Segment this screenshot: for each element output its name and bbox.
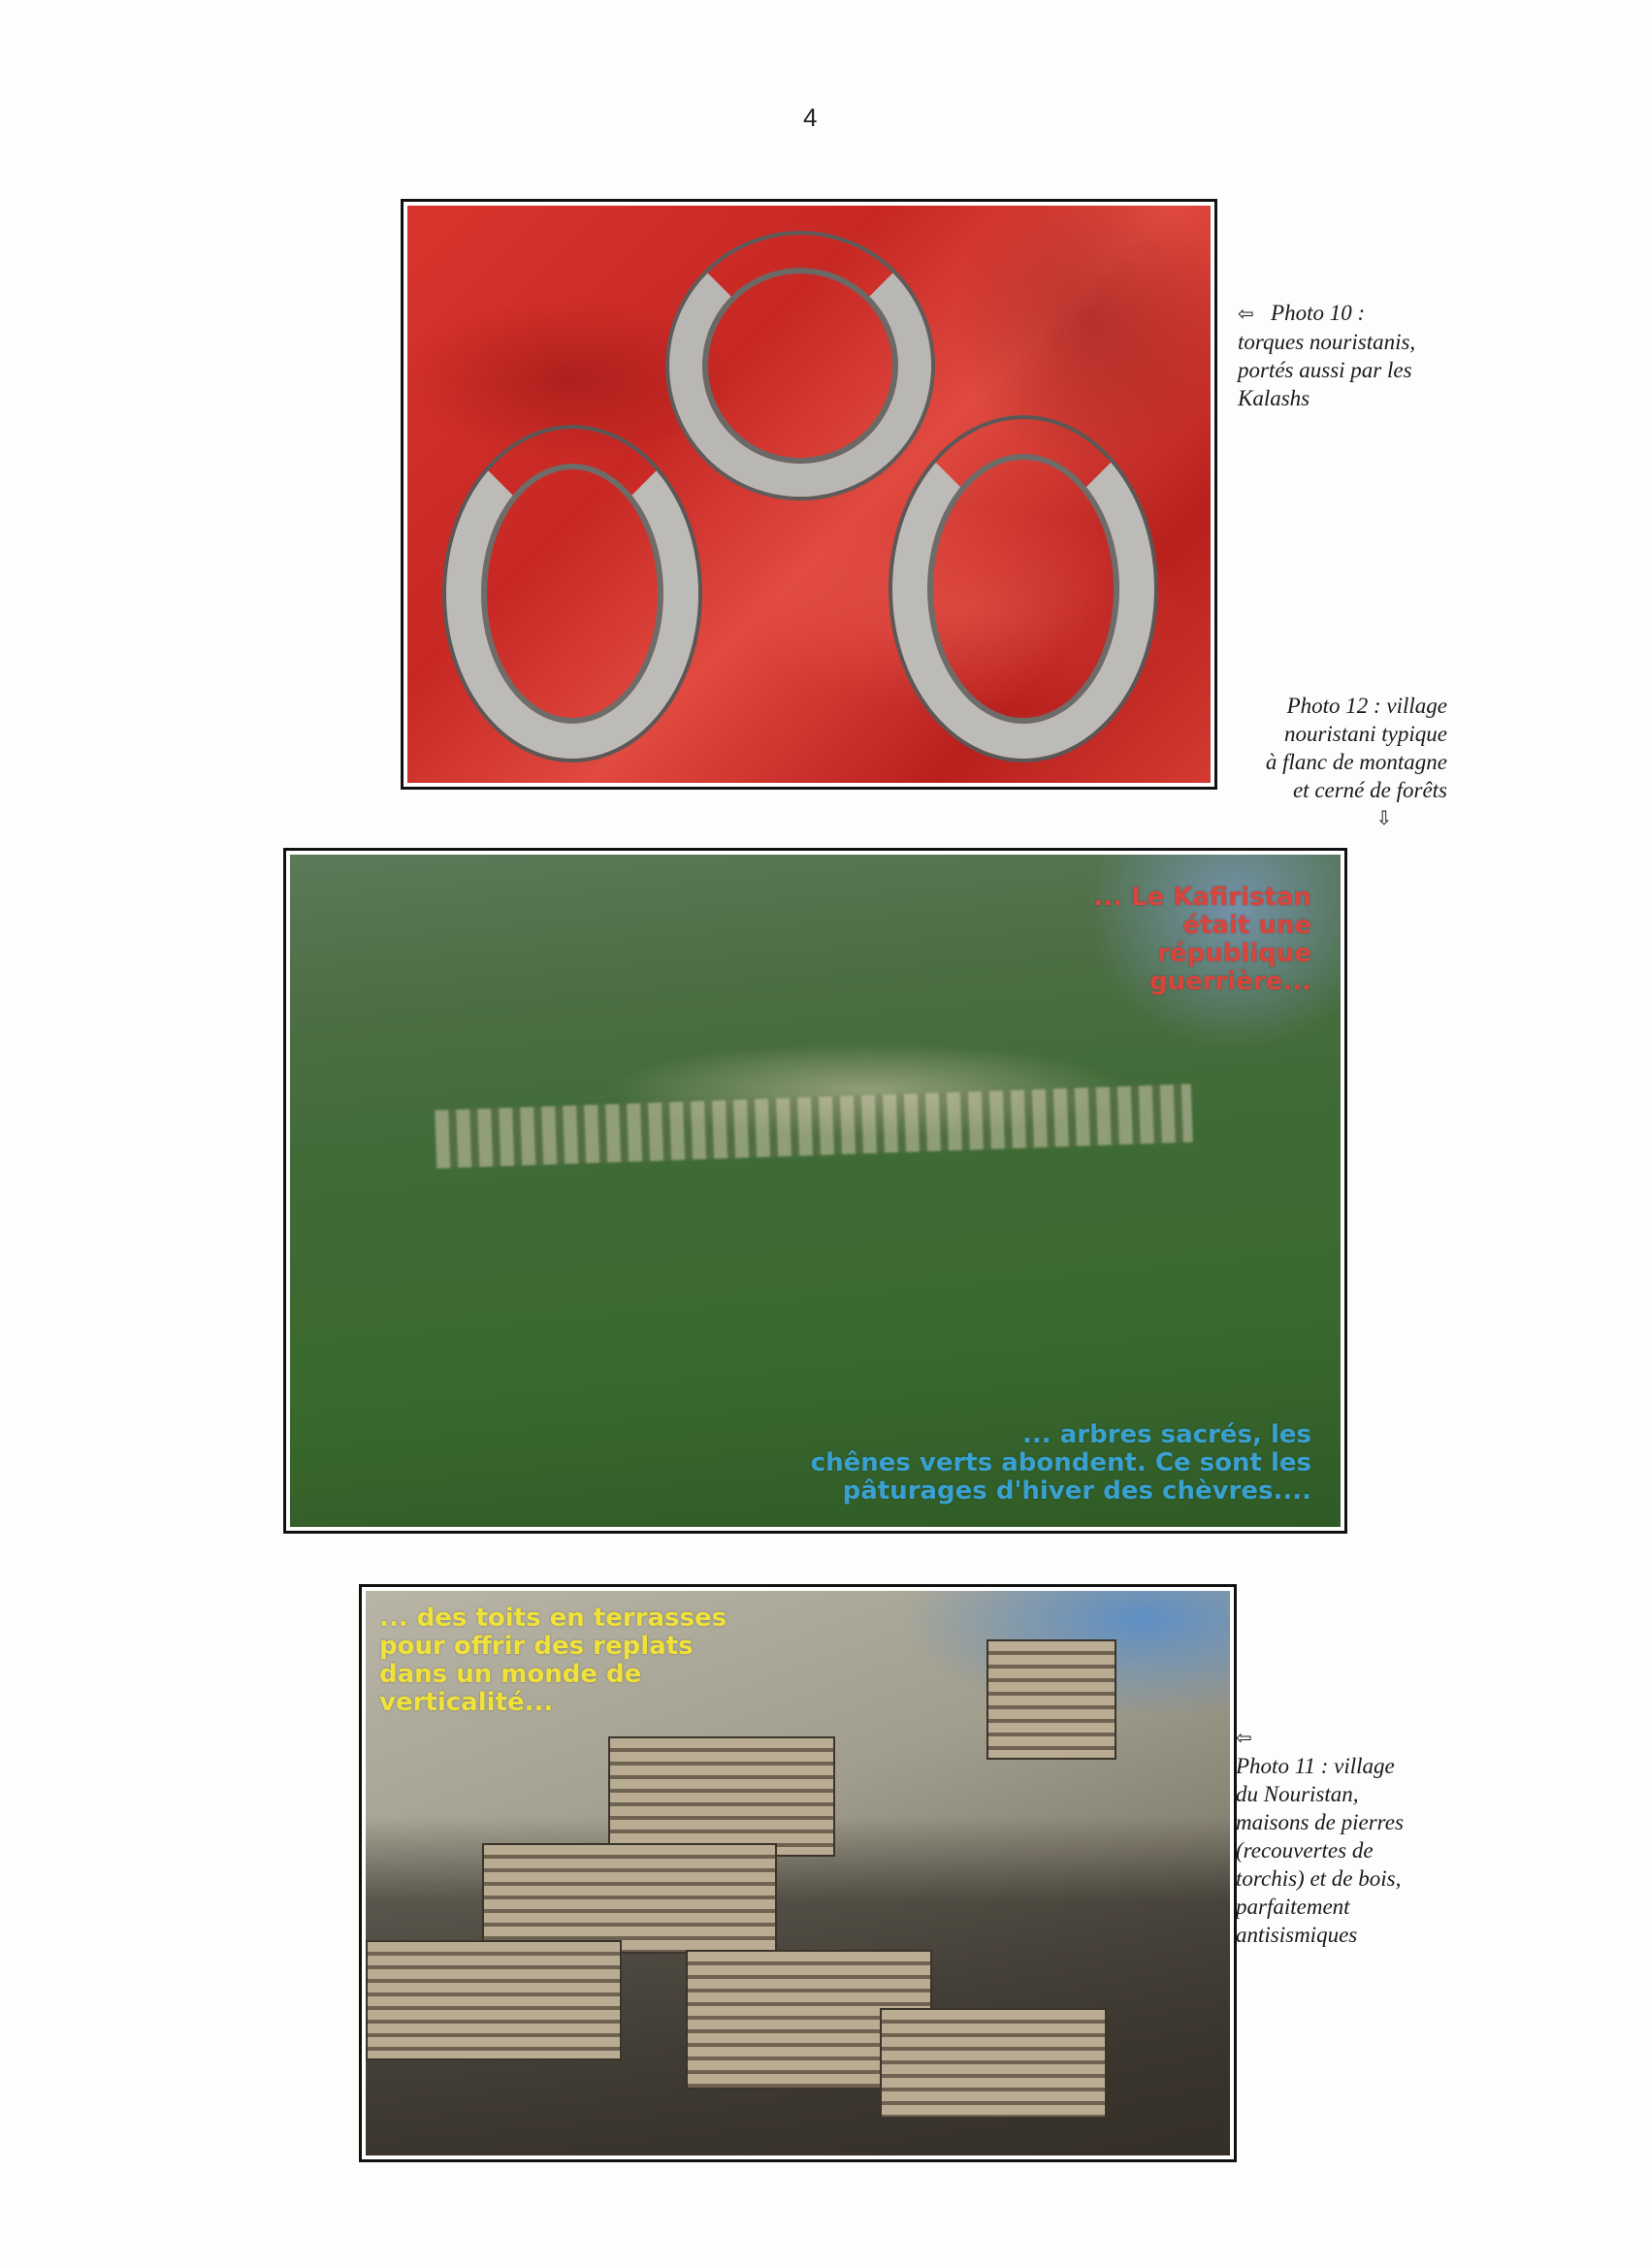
- photo-10-caption: [1238, 299, 1471, 412]
- caption-line: maisons de pierres: [1236, 1810, 1404, 1834]
- caption-line: Photo 10 :: [1271, 301, 1366, 325]
- overlay-line: ... arbres sacrés, les: [1022, 1419, 1311, 1449]
- photo-11-frame: [359, 1584, 1237, 2162]
- photo-12-image: [290, 855, 1341, 1527]
- caption-line: (recouvertes de: [1236, 1838, 1374, 1863]
- caption-line: Photo 11 : village: [1236, 1754, 1395, 1778]
- caption-line: torchis) et de bois,: [1236, 1866, 1402, 1891]
- left-arrow-icon: ⇦: [1238, 302, 1254, 325]
- photo-11-caption: [1236, 1724, 1459, 1949]
- caption-line: et cerné de forêts: [1292, 778, 1447, 802]
- overlay-line: était une: [1182, 911, 1311, 941]
- photo-12-caption: [1224, 692, 1447, 832]
- page-number: 4: [803, 103, 818, 132]
- overlay-line: ... Le Kafiristan: [1093, 883, 1311, 912]
- overlay-line: dans un monde de: [379, 1660, 642, 1690]
- overlay-text-kafiristan: [1093, 884, 1311, 996]
- overlay-line: chênes verts abondent. Ce sont les: [810, 1447, 1311, 1477]
- overlay-line: pâturages d'hiver des chèvres....: [842, 1475, 1311, 1506]
- caption-line: du Nouristan,: [1236, 1782, 1359, 1806]
- caption-line: torques nouristanis,: [1238, 330, 1416, 354]
- house: [608, 1736, 835, 1857]
- caption-line: antisismiques: [1236, 1923, 1358, 1947]
- overlay-line: pour offrir des replats: [379, 1632, 694, 1662]
- caption-line: portés aussi par les: [1238, 358, 1412, 382]
- overlay-text-toits: [379, 1604, 727, 1717]
- caption-line: parfaitement: [1236, 1895, 1350, 1919]
- house: [366, 1940, 622, 2060]
- overlay-line: guerrière...: [1148, 967, 1311, 997]
- down-arrow-icon: ⇩: [1375, 806, 1393, 829]
- photo-11-image: [366, 1591, 1230, 2155]
- photo-10-image: [407, 206, 1211, 783]
- house: [482, 1843, 777, 1954]
- torque-right: [892, 419, 1154, 759]
- caption-line: nouristani typique: [1283, 722, 1447, 746]
- caption-line: Kalashs: [1238, 386, 1310, 410]
- photo-10-frame: [401, 199, 1217, 790]
- caption-line: à flanc de montagne: [1265, 750, 1447, 774]
- caption-line: Photo 12 : village: [1286, 694, 1447, 718]
- torque-left: [446, 429, 698, 759]
- left-arrow-icon: ⇦: [1236, 1726, 1252, 1749]
- photo-12-frame: [283, 848, 1347, 1534]
- overlay-text-arbres: [811, 1421, 1311, 1506]
- torque-top: [669, 235, 931, 497]
- house: [986, 1639, 1116, 1760]
- village-houses: [435, 1084, 1193, 1168]
- house: [880, 2008, 1107, 2119]
- overlay-line: ... des toits en terrasses: [379, 1604, 728, 1633]
- overlay-line: république: [1157, 939, 1311, 969]
- overlay-line: verticalité...: [379, 1688, 554, 1718]
